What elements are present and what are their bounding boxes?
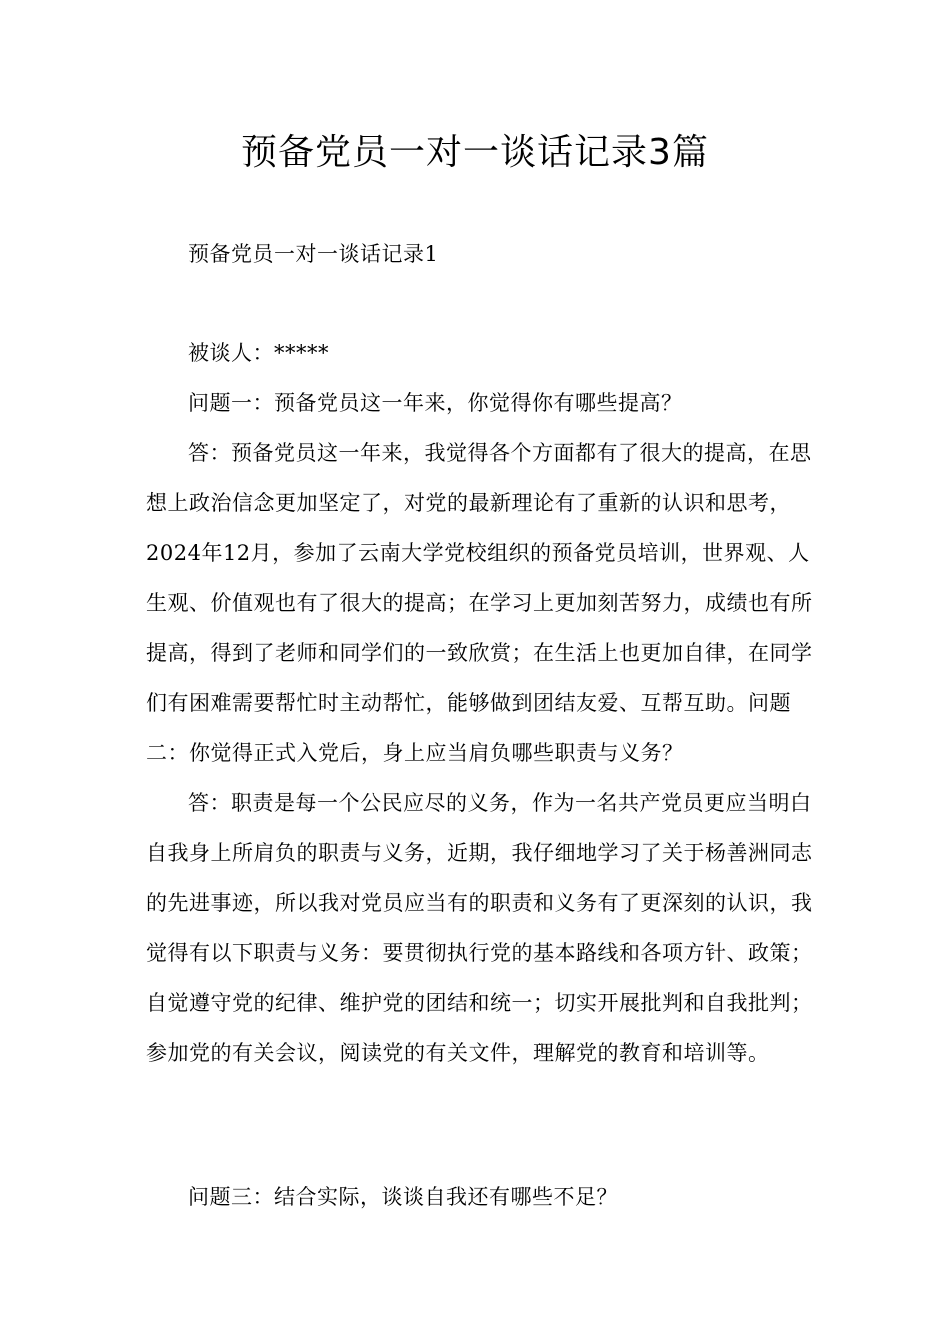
- document-title: 预备党员一对一谈话记录3篇: [241, 132, 709, 173]
- interviewee-line: 被谈人：*****: [188, 341, 329, 365]
- section-subtitle: [146, 229, 830, 279]
- interview-tail: [146, 1172, 830, 1222]
- question-1: 问题一：预备党员这一年来，你觉得你有哪些提高？: [188, 391, 683, 415]
- question-3: 问题三：结合实际，谈谈自我还有哪些不足？: [188, 1185, 618, 1209]
- answer-1: 答：预备党员这一年来，我觉得各个方面都有了很大的提高，在思想上政治信念更加坚定了，对党的最新理论有了重新的认识和思考，2024年12月，参加了云南大学党校组织的预备党员培训，世界观、人生观、价值观也有了很大的提高；在学习上更加刻苦努力，成绩也有所提高，得到了老师和同学们的一致欣赏；在生活上也更加自律，在同学们有困难需要帮忙时主动帮忙，能够做到团结友爱、互帮互助。问题二：你觉得正式入党后，身上应当肩负哪些职责与义务？: [146, 441, 813, 765]
- interview-body: [146, 328, 830, 1078]
- subtitle-text: 预备党员一对一谈话记录1: [188, 242, 439, 266]
- answer-2: 答：职责是每一个公民应尽的义务，作为一名共产党员更应当明白自我身上所肩负的职责与义务，近期，我仔细地学习了关于杨善洲同志的先进事迹，所以我对党员应当有的职责和义务有了更深刻的认识，我觉得有以下职责与义务：要贯彻执行党的基本路线和各项方针、政策；自觉遵守党的纪律、维护党的团结和统一；切实开展批判和自我批判；参加党的有关会议，阅读党的有关文件，理解党的教育和培训等。: [146, 791, 813, 1065]
